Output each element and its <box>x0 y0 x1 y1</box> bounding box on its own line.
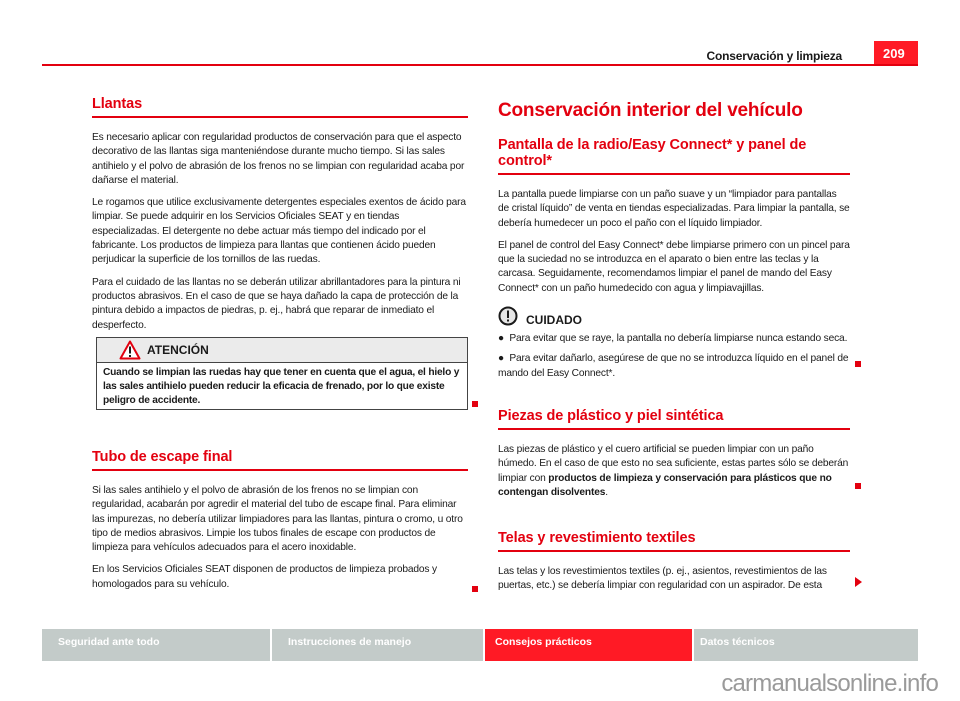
main-heading: Conservación interior del vehículo <box>498 100 803 121</box>
pantalla-paragraph-2: El panel de control del Easy Connect* debe limpiarse primero con un pincel para que la suciedad no se introduzca en el aparato o bien entre las teclas y la carcasa. Seguidamente, recomendamos limpiar el panel de mando del Easy Connect* con un paño humedecido con agua y limpiavajillas. <box>498 239 850 294</box>
piezas-paragraph <box>498 443 850 500</box>
heading-llantas: Llantas <box>92 96 468 118</box>
warning-box <box>96 337 468 410</box>
piezas-text-end: . <box>605 486 608 498</box>
llantas-paragraph-3: Para el cuidado de las llantas no se deberán utilizar abrillantadores para la pintura ni productos abrasivos. En el caso de que se haya dañado la capa de protección de la pintura debido a impactos de piedras, p. ej., habrá que reparar de inmediato el desperfecto. <box>92 276 461 331</box>
bullet-dot: ● <box>498 353 510 365</box>
tubo-paragraph-2: En los Servicios Oficiales SEAT disponen de productos de limpieza probados y homologados para su vehículo. <box>92 564 437 590</box>
llantas-paragraph-1: Es necesario aplicar con regularidad productos de conservación para que el aspecto decorativo de las llantas siga manteniéndose durante mucho tiempo. Si las sales antihielo y el polvo de abrasión de los frenos no se limpian con regularidad acaba por dañarse el material. <box>92 132 465 186</box>
nav-tab-consejos[interactable]: Consejos prácticos <box>485 629 692 661</box>
caution-exclamation-icon <box>498 306 518 326</box>
warning-triangle-icon <box>119 340 141 360</box>
caution-bullet-1-text: Para evitar que se raye, la pantalla no debería limpiarse nunca estando seca. <box>509 333 848 345</box>
end-of-section-mark <box>855 483 861 489</box>
watermark: carmanualsonline.info <box>721 670 938 697</box>
tubo-paragraph-1: Si las sales antihielo y el polvo de abrasión de los frenos no se limpian con regularidad, acabarán por agredir el material del tubo de escape final. Para eliminar las impurezas, no debería utilizar limpiadores para las llantas, pintura o cromo, u otro tipo de medios abrasivos. Limpie los tubos finales de escape con productos de limpieza para vehículos adecuados para el acero inoxidable. <box>92 485 463 554</box>
end-of-section-mark <box>855 361 861 367</box>
heading-piezas: Piezas de plástico y piel sintética <box>498 408 850 430</box>
caution-bullet-1 <box>498 332 850 346</box>
warning-header <box>97 338 467 363</box>
heading-pantalla: Pantalla de la radio/Easy Connect* y panel de control* <box>498 137 850 175</box>
warning-title: ATENCIÓN <box>147 343 209 357</box>
pantalla-paragraph-1: La pantalla puede limpiarse con un paño suave y un “limpiador para pantallas de cristal líquido” de venta en tiendas especializadas. Para limpiar la pantalla, se debería humedecer un poco el paño con el líquido limpiador. <box>498 189 850 229</box>
left-column <box>92 96 468 333</box>
header-rule <box>42 64 918 66</box>
nav-tab-seguridad[interactable]: Seguridad ante todo <box>42 629 270 661</box>
llantas-paragraph-2: Le rogamos que utilice exclusivamente detergentes especiales exentos de ácido para limpiar. Se puede adquirir en los Servicios Oficiales SEAT y en tiendas especializadas. El detergente no debe actuar más tiempo del indicado por el fabricante. Los productos de limpieza para llantas que contienen ácido pueden perjudicar la superficie de los tornillos de las ruedas. <box>92 197 466 266</box>
end-of-section-mark <box>472 586 478 592</box>
heading-telas: Telas y revestimiento textiles <box>498 530 850 552</box>
right-column <box>498 100 850 381</box>
caution-header <box>498 306 850 330</box>
caution-bullet-2 <box>498 352 850 381</box>
piezas-text: Las piezas de plástico y el cuero artificial se pueden limpiar con un paño húmedo. En el caso de que esto no sea suficiente, estas partes sólo se deberán limpiar con <box>498 444 849 484</box>
piezas-bold-text: productos de limpieza y conservación para plásticos que no contengan disolventes <box>498 472 832 498</box>
bullet-dot: ● <box>498 333 510 345</box>
running-header-title: Conservación y limpieza <box>706 49 842 63</box>
caution-bullet-2-text: Para evitar dañarlo, asegúrese de que no se introduzca líquido en el panel de mando del Easy Connect*. <box>498 353 849 379</box>
nav-tab-instrucciones[interactable]: Instrucciones de manejo <box>272 629 483 661</box>
caution-title: CUIDADO <box>526 313 582 328</box>
piezas-section <box>498 408 850 500</box>
tubo-section <box>92 449 468 592</box>
telas-paragraph: Las telas y los revestimientos textiles (p. ej., asientos, revestimientos de las puertas, etc.) se debería limpiar con regularidad con un aspirador. De esta <box>498 566 827 592</box>
end-of-section-mark <box>472 401 478 407</box>
warning-text: Cuando se limpian las ruedas hay que tener en cuenta que el agua, el hielo y las sales antihielo pueden reducir la eficacia de frenado, por lo que existe peligro de accidente. <box>103 367 460 406</box>
nav-tab-datos[interactable]: Datos técnicos <box>694 629 918 661</box>
heading-tubo-escape: Tubo de escape final <box>92 449 468 471</box>
page-number: 209 <box>874 41 918 66</box>
telas-section <box>498 530 850 594</box>
continue-arrow-icon <box>855 577 862 587</box>
